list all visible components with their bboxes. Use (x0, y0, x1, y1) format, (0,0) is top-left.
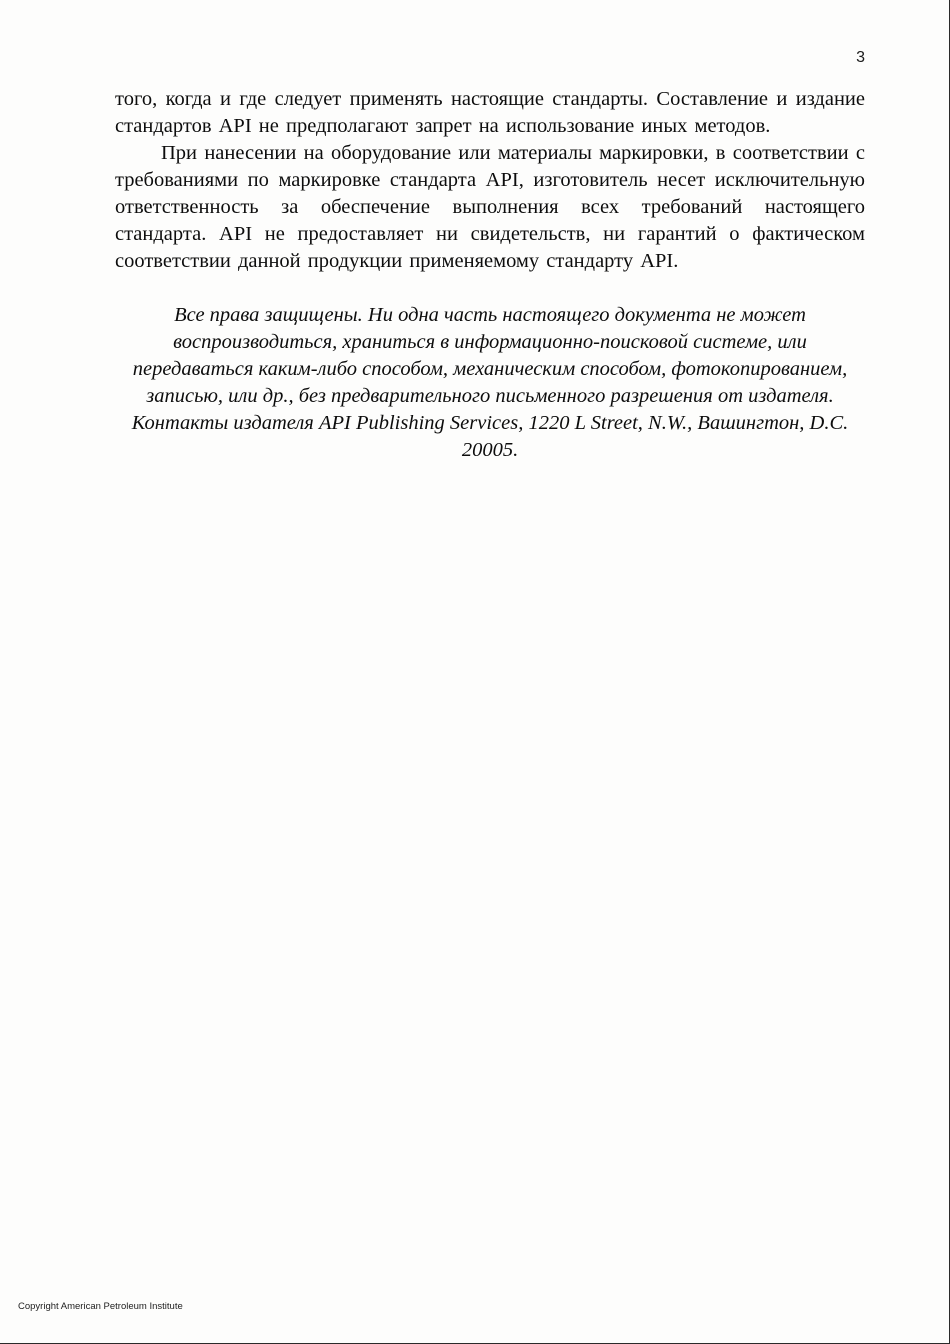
page-content (115, 50, 865, 464)
paragraph-continuation: того, когда и где следует применять настоящие стандарты. Составление и издание стандартов API не предполагают запрет на использование иных методов. (115, 88, 865, 137)
copyright-footer: Copyright American Petroleum Institute (18, 1300, 183, 1312)
copyright-notice: Все права защищены. Ни одна часть настоящего документа не может воспроизводиться, храниться в информационно-поисковой системе, или передаваться каким-либо способом, механическим способом, фотокопированием, записью, или др., без предварительного письменного разрешения от издателя. Контакты издателя API Publishing Services, 1220 L Street, N.W., Вашингтон, D.C. 20005. (131, 304, 849, 461)
page-number: 3 (856, 49, 865, 66)
body-text (115, 86, 865, 275)
paragraph-marking-requirements: При нанесении на оборудование или материалы маркировки, в соответствии с требованиями по маркировке стандарта API, изготовитель несет исключительную ответственность за обеспечение выполнения всех требований настоящего стандарта. API не предоставляет ни свидетельств, ни гарантий о фактическом соответствии данной продукции применяемому стандарту API. (115, 142, 865, 272)
